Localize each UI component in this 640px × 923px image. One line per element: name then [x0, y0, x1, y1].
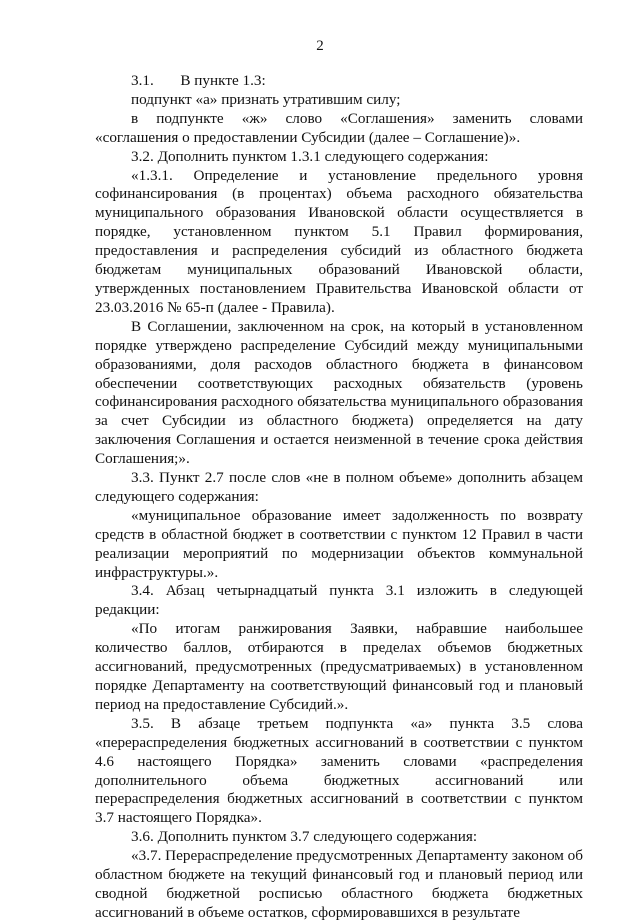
paragraph: 3.4. Абзац четырнадцатый пункта 3.1 изложить в следующей редакции: — [95, 582, 583, 619]
paragraph: подпункт «а» признать утратившим силу; — [131, 90, 401, 108]
paragraph: 3.6. Дополнить пунктом 3.7 следующего содержания: — [131, 828, 478, 846]
paragraph: 3.3. Пункт 2.7 после слов «не в полном объеме» дополнить абзацем следующего содержания: — [95, 469, 583, 505]
paragraph: 3.1. В пункте 1.3: — [131, 72, 266, 89]
paragraph: в подпункте «ж» слово «Соглашения» заменить словами «соглашения о предоставлении Субсидии (далее – Соглашение)». — [95, 109, 583, 146]
page-number: 2 — [316, 38, 324, 54]
paragraph: «3.7. Перераспределение предусмотренных Департаменту законом об областном бюджете на текущий финансовый год и плановый период или сводной бюджетной росписью областного бюджета бюджетных ассигнований в объеме остатков, сформировавшихся в результате — [95, 847, 583, 921]
paragraph: 3.5. В абзаце третьем подпункта «а» пункта 3.5 слова «перераспределения бюджетных ассигнований в соответствии с пунктом 4.6 настоящего Порядка» заменить словами «распределения дополнительного объема бюджетных ассигнований или перераспределения бюджетных ассигнований в соответствии с пунктом 3.7 настоящего Порядка». — [95, 714, 583, 827]
document-body — [95, 72, 583, 923]
paragraph: 3.2. Дополнить пунктом 1.3.1 следующего содержания: — [131, 147, 489, 165]
paragraph: «1.3.1. Определение и установление предельного уровня софинансирования (в процентах) объема расходного обязательства муниципального образования Ивановской области осуществляется в порядке, установленном пунктом 5.1 Правил формирования, предоставления и распределения субсидий из областного бюджета бюджетам муниципальных образований Ивановской области, утвержденных постановлением Правительства Ивановской области от 23.03.2016 № 65-п (далее - Правила). — [95, 166, 583, 316]
paragraph: В Соглашении, заключенном на срок, на который в установленном порядке утверждено распределение Субсидий между муниципальными образованиями, доля расходов областного бюджета в финансовом обеспечении соответствующих расходных обязательств (уровень софинансирования расходного обязательства муниципального образования за счет Субсидии из областного бюджета) определяется на дату заключения Соглашения и остается неизменной в течение срока действия Соглашения;». — [95, 317, 583, 468]
paragraph: «По итогам ранжирования Заявки, набравшие наибольшее количество баллов, отбираются в пределах объемов бюджетных ассигнований, предусмотренных (предусматриваемых) в установленном порядке Департаменту на соответствующий финансовый год и плановый период на предоставление Субсидий.». — [95, 620, 583, 713]
paragraph: «муниципальное образование имеет задолженность по возврату средств в областной бюджет в соответствии с пунктом 12 Правил в части реализации мероприятий по модернизации объектов коммунальной инфраструктуры.». — [95, 506, 583, 581]
